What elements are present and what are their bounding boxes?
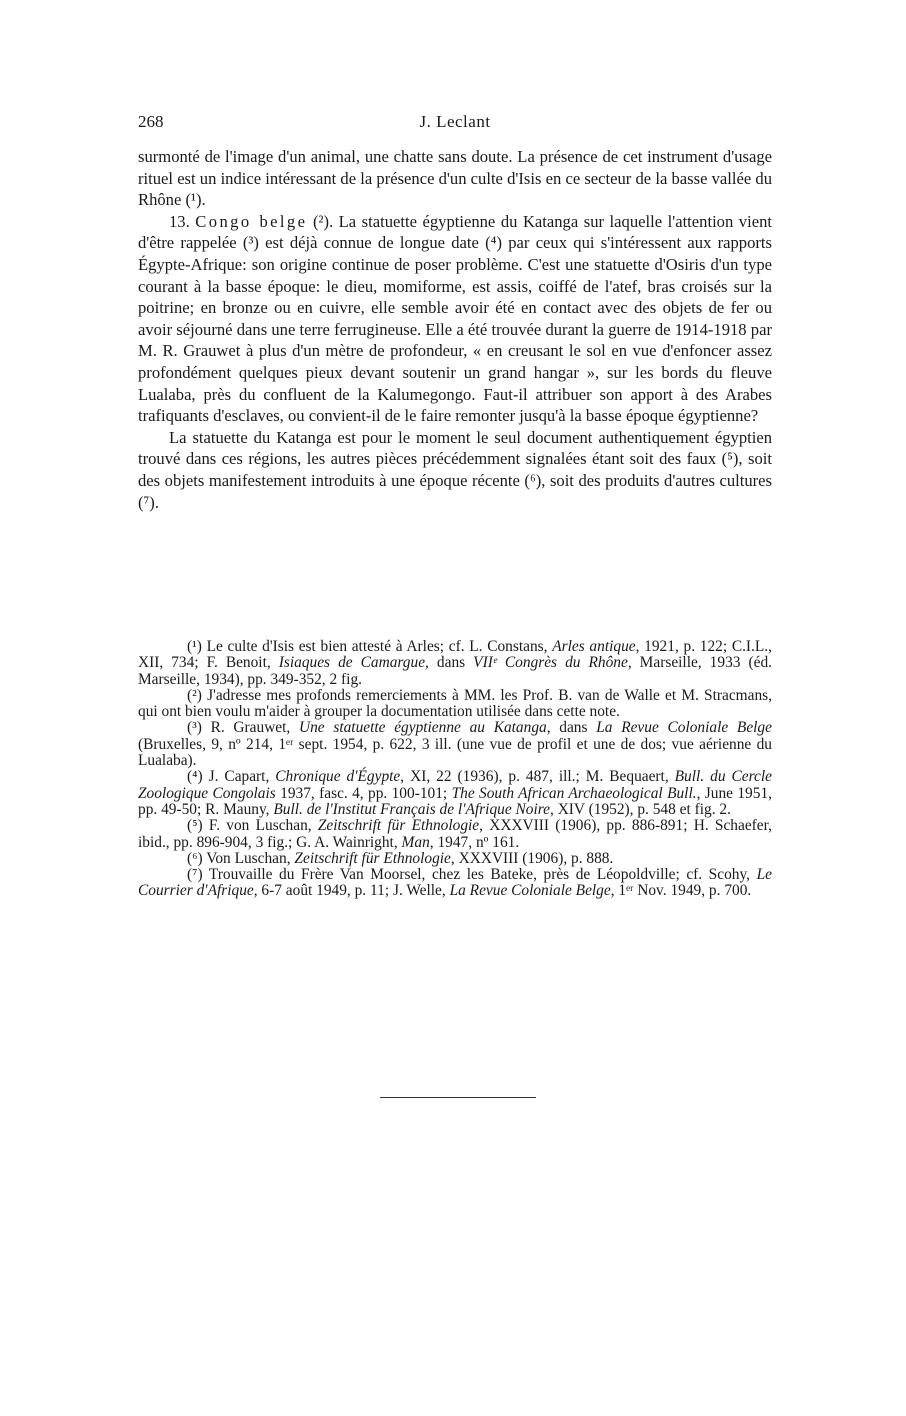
- footnote-2: [138, 688, 772, 721]
- footnote-title: Le Courrier d'Afrique: [138, 866, 772, 900]
- footnote-text: F. von Luschan,: [208, 817, 312, 835]
- footnote-text: Von Luschan,: [206, 849, 291, 867]
- footnote-title: Une statuette égyptienne au Katanga: [298, 719, 547, 737]
- footnote-mark: (²): [187, 686, 202, 704]
- footnote-text: , 1ᵉʳ Nov. 1949, p. 700.: [610, 882, 752, 900]
- footnote-title: La Revue Coloniale Belge: [449, 882, 611, 900]
- footnote-text: R. Grauwet,: [210, 719, 291, 737]
- footnote-mark: (³): [187, 719, 202, 737]
- footnote-title: Arles antique: [552, 638, 636, 655]
- running-head: J. Leclant: [419, 112, 491, 131]
- footnote-text: , XXXVIII (1906), p. 888.: [450, 849, 614, 867]
- footnote-mark: (¹): [187, 638, 202, 655]
- end-rule: [380, 1097, 536, 1098]
- page-number: 268: [138, 112, 164, 131]
- footnote-text: Trouvaille du Frère Van Moorsel, chez les Bateke, près de Léopoldville; cf. Scohy,: [208, 866, 751, 884]
- page-header: [138, 112, 772, 136]
- section-heading: Congo belge: [195, 211, 308, 231]
- footnote-text: J. Capart,: [208, 768, 270, 786]
- footnote-7: [138, 867, 772, 900]
- footnote-ref: (²): [312, 211, 329, 231]
- footnote-title: Zeitschrift für Ethnologie: [294, 849, 451, 867]
- footnote-3: [138, 720, 772, 769]
- footnote-title: The South African Archaeological Bull.: [451, 784, 697, 802]
- main-text: [138, 146, 772, 513]
- footnote-text: , 1947, nº 161.: [429, 833, 520, 851]
- footnote-title: Isiaques de Camargue: [278, 654, 426, 672]
- paragraph-2: [138, 211, 772, 427]
- footnote-title: Bull. du Cercle Zoologique Congolais: [138, 768, 772, 802]
- footnote-title: Bull. de l'Institut Français de l'Afrique Noire: [273, 800, 550, 818]
- footnote-title: Chronique d'Égypte: [275, 768, 401, 786]
- footnote-5: [138, 818, 772, 851]
- footnotes: [138, 639, 772, 900]
- footnote-text: , Marseille, 1933 (éd. Marseille, 1934), pp. 349-352, 2 fig.: [138, 654, 772, 688]
- footnote-mark: (⁶): [187, 849, 203, 867]
- footnote-text: , 6-7 août 1949, p. 11; J. Welle,: [253, 882, 446, 900]
- footnote-text: Le culte d'Isis est bien attesté à Arles; cf. L. Constans,: [206, 638, 548, 655]
- footnote-text: , XIV (1952), p. 548 et fig. 2.: [550, 800, 731, 818]
- footnote-text: J'adresse mes profonds remerciements à MM. les Prof. B. van de Walle et M. Stracmans, qui ont bien voulu m'aider à grouper la documentation utilisée dans cette note.: [138, 686, 772, 721]
- paragraph-3: La statuette du Katanga est pour le moment le seul document authentiquement égyptien trouvé dans ces régions, les autres pièces précédemment signalées étant soit des faux (⁵), soit des objets manifestement introduits à une époque récente (⁶), soit des produits d'autres cultures (⁷).: [138, 427, 772, 512]
- footnote-text: , XXXVIII (1906), pp. 886-891; H. Schaefer, ibid., pp. 896-904, 3 fig.; G. A. Wainright,: [138, 817, 772, 851]
- footnote-title: VIIᵉ Congrès du Rhône: [473, 654, 628, 672]
- footnote-text: , June 1951, pp. 49-50; R. Mauny,: [138, 784, 772, 818]
- footnote-text: , 1921, p. 122; C.I.L., XII, 734; F. Benoit,: [138, 638, 773, 672]
- footnote-4: [138, 769, 772, 818]
- footnote-title: Man: [401, 833, 430, 851]
- footnote-title: Zeitschrift für Ethnologie: [317, 817, 480, 835]
- footnote-text: , dans: [425, 654, 466, 672]
- section-number: 13.: [169, 211, 190, 231]
- footnote-text: 1937, fasc. 4, pp. 100-101;: [275, 784, 448, 802]
- footnote-mark: (⁵): [187, 817, 203, 835]
- footnote-mark: (⁷): [187, 866, 203, 884]
- footnote-text: , dans: [546, 719, 588, 737]
- footnote-text: , XI, 22 (1936), p. 487, ill.; M. Bequaert,: [400, 768, 669, 786]
- footnote-1: [138, 639, 772, 688]
- paragraph-1: surmonté de l'image d'un animal, une chatte sans doute. La présence de cet instrument d'usage rituel est un indice intéressant de la présence d'un culte d'Isis en ce secteur de la basse vallée du Rhône (¹).: [138, 147, 772, 210]
- footnote-text: (Bruxelles, 9, nº 214, 1ᵉʳ sept. 1954, p. 622, 3 ill. (une vue de profil et une de dos; vue aérienne du Lualaba).: [138, 735, 772, 770]
- paragraph-2-text: . La statuette égyptienne du Katanga sur laquelle l'attention vient d'être rappelée (³) est déjà connue de longue date (⁴) par ceux qui s'intéressent aux rapports Égypte-Afrique: son origine continue de poser problème. C'est une statuette d'Osiris d'un type courant à la basse époque: le dieu, momiforme, est assis, coiffé de l'atef, bras croisés sur la poitrine; en bronze ou en cuivre, elle semble avoir été en contact avec des objets de fer ou avoir séjourné dans une terre ferrugineuse. Elle a été trouvée durant la guerre de 1914-1918 par M. R. Grauwet à plus d'un mètre de profondeur, « en creusant le sol en vue d'enfoncer assez profondément quelques pieux devant soutenir un grand hangar », sur les bords du fleuve Lualaba, près du confluent de la Kalumegongo. Faut-il attribuer son apport à des Arabes trafiquants d'esclaves, ou convient-il de le faire remonter jusqu'à la basse époque égyptienne?: [138, 211, 772, 426]
- footnote-title: La Revue Coloniale Belge: [596, 719, 772, 737]
- footnote-mark: (⁴): [187, 768, 203, 786]
- footnote-6: [138, 851, 772, 867]
